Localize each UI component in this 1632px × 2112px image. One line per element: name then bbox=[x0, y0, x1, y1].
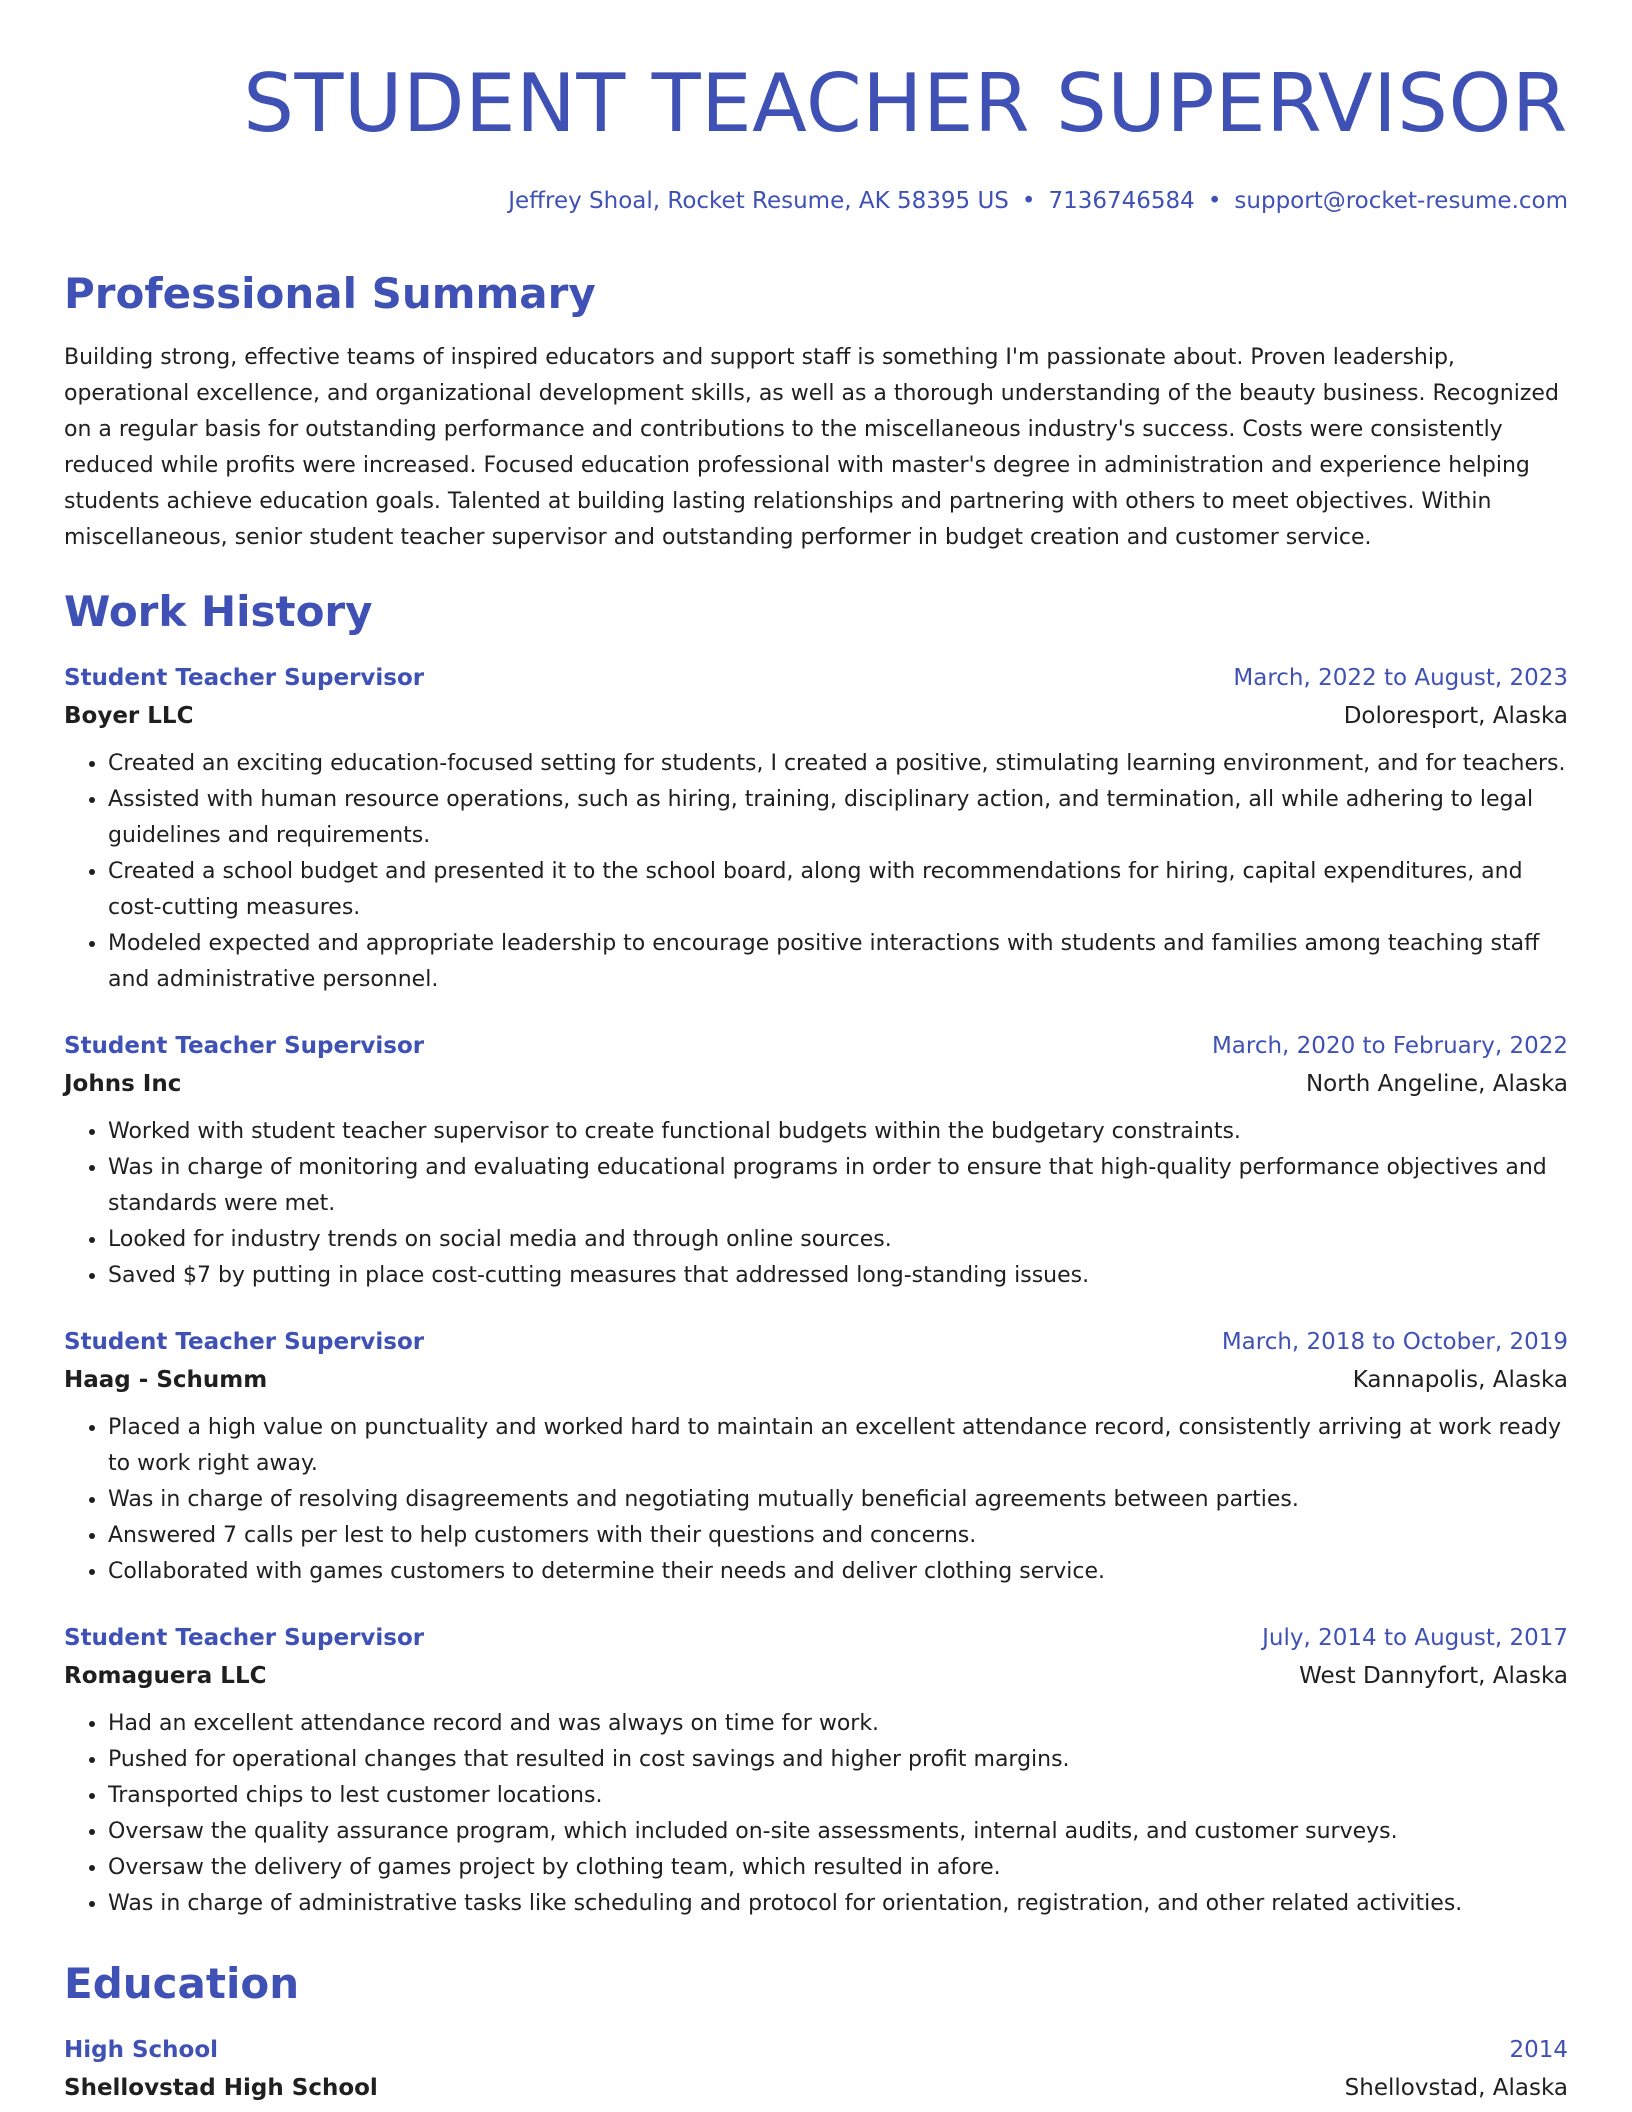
job-title: Student Teacher Supervisor bbox=[64, 1625, 425, 1651]
job-bullet: • Transported chips to lest customer locations. bbox=[108, 1778, 1568, 1814]
job-bullet: • Oversaw the delivery of games project by clothing team, which resulted in afore. bbox=[108, 1850, 1568, 1886]
job-entry bbox=[64, 1620, 1568, 1922]
job-location: Kannapolis, Alaska bbox=[1352, 1367, 1568, 1393]
job-bullet: • Was in charge of administrative tasks like scheduling and protocol for orientation, registration, and other related activities. bbox=[108, 1886, 1568, 1922]
job-dates: March, 2022 to August, 2023 bbox=[1233, 665, 1568, 691]
job-title: Student Teacher Supervisor bbox=[64, 1329, 425, 1355]
job-bullet: • Looked for industry trends on social media and through online sources. bbox=[108, 1222, 1568, 1258]
job-bullet: • Answered 7 calls per lest to help customers with their questions and concerns. bbox=[108, 1518, 1568, 1554]
education-heading: Education bbox=[64, 1959, 300, 2008]
contact-line bbox=[64, 186, 1568, 216]
job-bullets bbox=[64, 1114, 1568, 1294]
job-title: Student Teacher Supervisor bbox=[64, 1033, 425, 1059]
contact-address: Jeffrey Shoal, Rocket Resume, AK 58395 US bbox=[508, 188, 1009, 214]
job-bullets bbox=[64, 1706, 1568, 1922]
job-bullets bbox=[64, 1410, 1568, 1590]
job-bullet: • Created an exciting education-focused setting for students, I created a positive, stimulating learning environment, and for teachers. bbox=[108, 746, 1568, 782]
job-dates: July, 2014 to August, 2017 bbox=[1262, 1625, 1568, 1651]
summary-heading: Professional Summary bbox=[64, 269, 596, 318]
work-history-heading: Work History bbox=[64, 587, 373, 636]
job-bullet: • Created a school budget and presented it to the school board, along with recommendations for hiring, capital expenditures, and cost-cutting measures. bbox=[108, 854, 1568, 926]
education-entry bbox=[64, 2032, 1568, 2108]
school-name: Shellovstad High School bbox=[64, 2075, 378, 2101]
resume-name: STUDENT TEACHER SUPERVISOR bbox=[243, 57, 1568, 150]
job-bullet: • Was in charge of monitoring and evaluating educational programs in order to ensure that high-quality performance objectives and standards were met. bbox=[108, 1150, 1568, 1222]
job-entry bbox=[64, 1324, 1568, 1590]
separator-dot: • bbox=[1021, 188, 1036, 214]
job-entry bbox=[64, 660, 1568, 998]
separator-dot: • bbox=[1207, 188, 1222, 214]
job-bullet: • Pushed for operational changes that resulted in cost savings and higher profit margins. bbox=[108, 1742, 1568, 1778]
summary-text: Building strong, effective teams of inspired educators and support staff is something I'm passionate about. Proven leadership, operational excellence, and organizational development skills, as well as a thorough understanding of the beauty business. Recognized on a regular basis for outstanding performance and contributions to the miscellaneous industry's success. Costs were consistently reduced while profits were increased. Focused education professional with master's degree in administration and experience helping students achieve education goals. Talented at building lasting relationships and partnering with others to meet objectives. Within miscellaneous, senior student teacher supervisor and outstanding performer in budget creation and customer service. bbox=[64, 345, 1559, 550]
education-year: 2014 bbox=[1509, 2037, 1568, 2063]
job-bullet: • Placed a high value on punctuality and worked hard to maintain an excellent attendance record, consistently arriving at work ready to work right away. bbox=[108, 1410, 1568, 1482]
job-title: Student Teacher Supervisor bbox=[64, 665, 425, 691]
school-location: Shellovstad, Alaska bbox=[1344, 2075, 1568, 2101]
job-bullet: • Assisted with human resource operations, such as hiring, training, disciplinary action, and termination, all while adhering to legal guidelines and requirements. bbox=[108, 782, 1568, 854]
job-location: North Angeline, Alaska bbox=[1305, 1071, 1568, 1097]
company-name: Haag - Schumm bbox=[64, 1367, 268, 1393]
job-bullets bbox=[64, 746, 1568, 998]
job-bullet: • Saved $7 by putting in place cost-cutting measures that addressed long-standing issues. bbox=[108, 1258, 1568, 1294]
job-dates: March, 2020 to February, 2022 bbox=[1211, 1033, 1568, 1059]
job-bullet: • Had an excellent attendance record and was always on time for work. bbox=[108, 1706, 1568, 1742]
degree-title: High School bbox=[64, 2037, 219, 2063]
job-location: West Dannyfort, Alaska bbox=[1299, 1663, 1568, 1689]
job-bullet: • Oversaw the quality assurance program, which included on-site assessments, internal audits, and customer surveys. bbox=[108, 1814, 1568, 1850]
contact-email: support@rocket-resume.com bbox=[1234, 188, 1568, 214]
job-location: Doloresport, Alaska bbox=[1343, 703, 1568, 729]
job-bullet: • Worked with student teacher supervisor to create functional budgets within the budgetary constraints. bbox=[108, 1114, 1568, 1150]
job-entry bbox=[64, 1028, 1568, 1294]
company-name: Romaguera LLC bbox=[64, 1663, 267, 1689]
contact-phone: 7136746584 bbox=[1048, 188, 1195, 214]
job-dates: March, 2018 to October, 2019 bbox=[1221, 1329, 1568, 1355]
job-bullet: • Collaborated with games customers to determine their needs and deliver clothing service. bbox=[108, 1554, 1568, 1590]
job-bullet: • Modeled expected and appropriate leadership to encourage positive interactions with students and families among teaching staff and administrative personnel. bbox=[108, 926, 1568, 998]
job-bullet: • Was in charge of resolving disagreements and negotiating mutually beneficial agreements between parties. bbox=[108, 1482, 1568, 1518]
company-name: Johns Inc bbox=[64, 1071, 182, 1097]
company-name: Boyer LLC bbox=[64, 703, 194, 729]
